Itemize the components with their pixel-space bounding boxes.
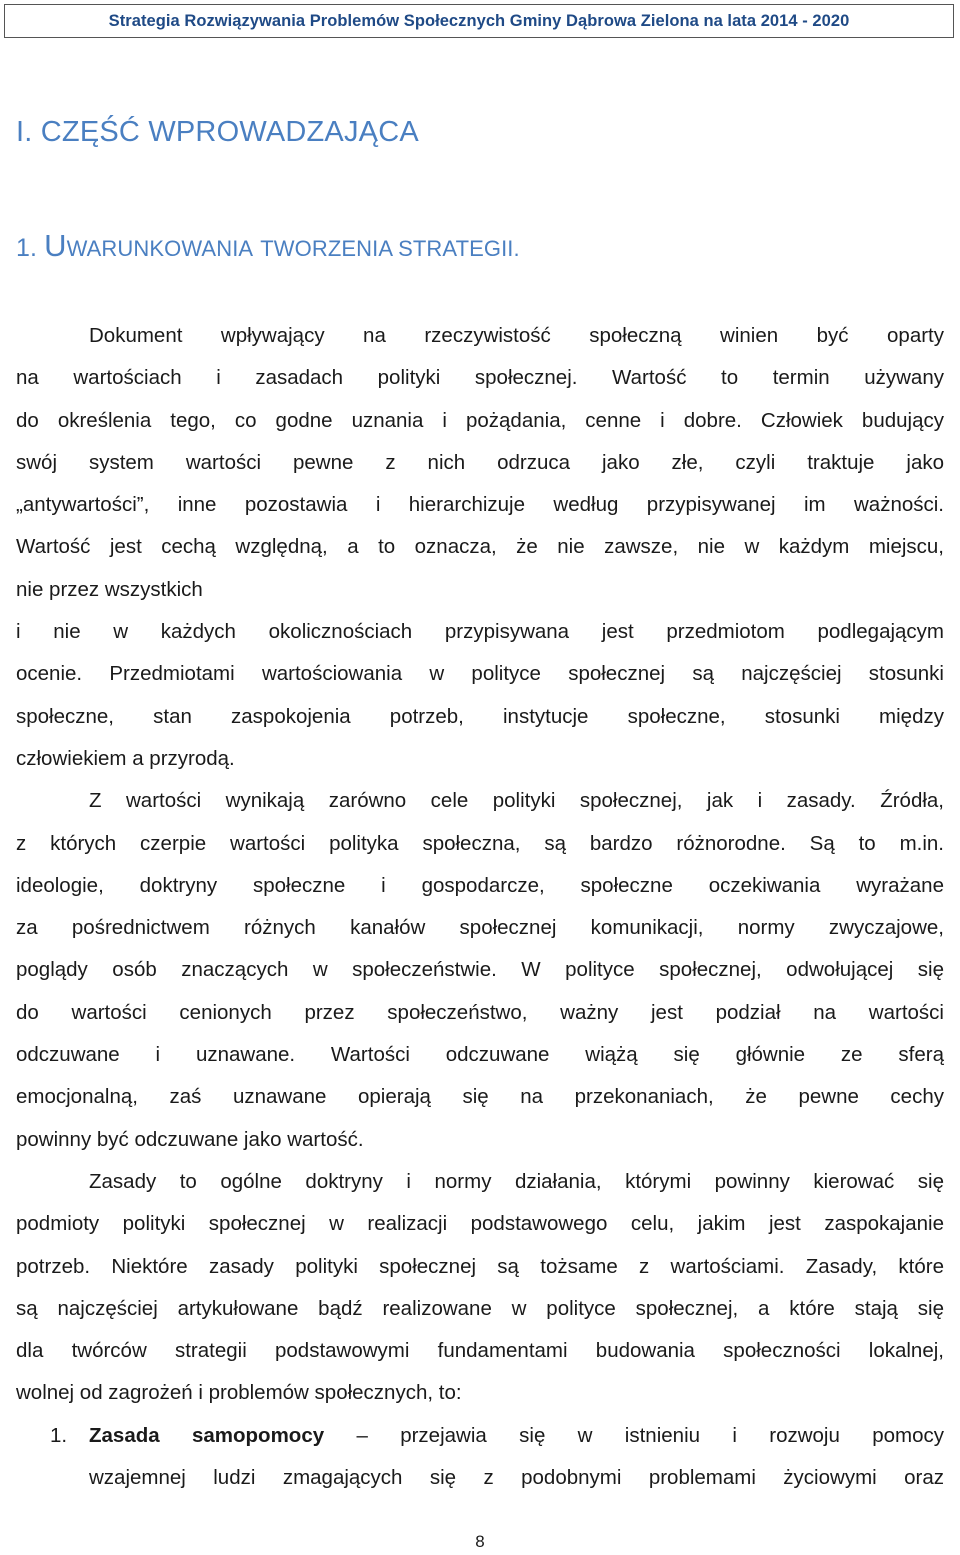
text-line: i nie w każdych okolicznościach przypisywana jest przedmiotom podlegającym bbox=[16, 620, 944, 644]
list-item-bold: Zasada samopomocy bbox=[89, 1423, 325, 1447]
text-line: Dokument wpływający na rzeczywistość społeczną winien być oparty bbox=[89, 324, 944, 347]
text-line: nie przez wszystkich bbox=[16, 577, 203, 601]
text-line: swój system wartości pewne z nich odrzuca jako złe, czyli traktuje jako bbox=[16, 450, 944, 474]
page-number: 8 bbox=[475, 1532, 485, 1551]
text-line: są najczęściej artykułowane bądź realizowane w polityce społecznej, a które stają się bbox=[16, 1296, 944, 1320]
text-line: wolnej od zagrożeń i problemów społecznych, to: bbox=[16, 1381, 462, 1405]
text-line: Wartość jest cechą względną, a to oznacza, że nie zawsze, nie w każdym miejscu, bbox=[16, 535, 944, 559]
running-header bbox=[4, 4, 954, 38]
text-line: powinny być odczuwane jako wartość. bbox=[16, 1127, 364, 1151]
text-line: podmioty polityki społecznej w realizacji podstawowego celu, jakim jest zaspokajanie bbox=[16, 1212, 944, 1236]
text-line: z których czerpie wartości polityka społeczna, są bardzo różnorodne. Są to m.in. bbox=[16, 831, 944, 855]
text-line: za pośrednictwem różnych kanałów społecznej komunikacji, normy zwyczajowe, bbox=[16, 916, 944, 940]
text-line: do wartości cenionych przez społeczeństwo, ważny jest podział na wartości bbox=[16, 1000, 944, 1024]
text-line: „antywartości”, inne pozostawia i hierarchizuje według przypisywanej im ważności. bbox=[16, 493, 944, 517]
text-line: dla twórców strategii podstawowymi fundamentami budowania społeczności lokalnej, bbox=[16, 1339, 944, 1363]
text-line: społeczne, stan zaspokojenia potrzeb, instytucje społeczne, stosunki między bbox=[16, 704, 944, 728]
running-header-text: Strategia Rozwiązywania Problemów Społecznych Gminy Dąbrowa Zielona na lata 2014 - 2020 bbox=[108, 12, 850, 30]
chapter-title bbox=[16, 228, 520, 264]
text-line: Zasady to ogólne doktryny i normy działania, którymi powinny kierować się bbox=[89, 1169, 944, 1193]
list-item-number: 1. bbox=[50, 1423, 68, 1447]
text-line: odczuwane i uznawane. Wartości odczuwane wiążą się głównie ze sferą bbox=[16, 1043, 944, 1067]
part-title: I. CZĘŚĆ WPROWADZAJĄCA bbox=[16, 116, 419, 148]
text-line: potrzeb. Niektóre zasady polityki społecznej są tożsame z wartościami. Zasady, które bbox=[16, 1254, 944, 1278]
chapter-rest: TWORZENIA STRATEGII. bbox=[260, 236, 520, 261]
text-line: ideologie, doktryny społeczne i gospodarcze, społeczne oczekiwania wyrażane bbox=[16, 873, 944, 897]
text-line: człowiekiem a przyrodą. bbox=[16, 746, 235, 770]
list-item bbox=[16, 1415, 944, 1457]
text-line: na wartościach i zasadach polityki społecznej. Wartość to termin używany bbox=[16, 366, 944, 390]
text-line: ocenie. Przedmiotami wartościowania w polityce społecznej są najczęściej stosunki bbox=[16, 662, 944, 686]
text-line: emocjonalną, zaś uznawane opierają się na przekonaniach, że pewne cechy bbox=[16, 1085, 944, 1109]
chapter-word: WARUNKOWANIA bbox=[66, 236, 254, 261]
chapter-number: 1. bbox=[16, 234, 38, 262]
chapter-first-letter: U bbox=[44, 228, 67, 263]
body-text bbox=[16, 315, 944, 1499]
list-item-continuation: wzajemnej ludzi zmagających się z podobnymi problemami życiowymi oraz bbox=[89, 1466, 944, 1490]
text-line: poglądy osób znaczących w społeczeństwie. W polityce społecznej, odwołującej się bbox=[16, 958, 944, 982]
text-line: Z wartości wynikają zarówno cele polityki społecznej, jak i zasady. Źródła, bbox=[89, 789, 944, 813]
text-line: do określenia tego, co godne uznania i pożądania, cenne i dobre. Człowiek budujący bbox=[16, 408, 944, 432]
list-item-text: – przejawia się w istnieniu i rozwoju pomocy bbox=[324, 1423, 944, 1447]
